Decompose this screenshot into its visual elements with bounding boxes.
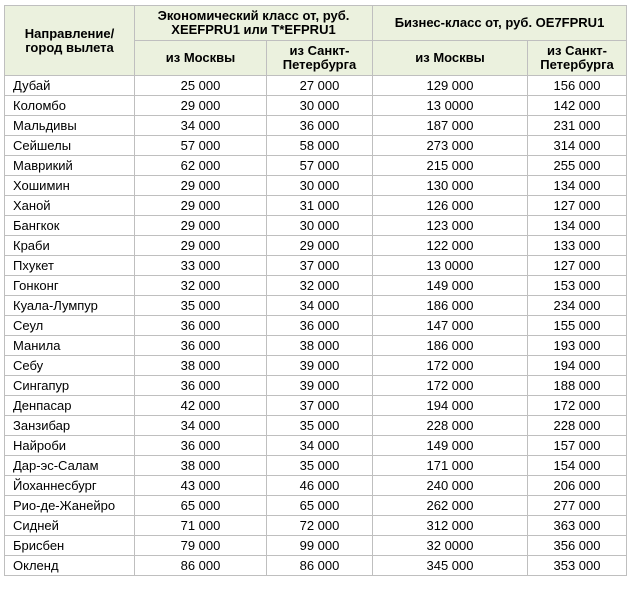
economy-moscow-cell: 29 000 xyxy=(135,216,267,236)
business-moscow-cell: 149 000 xyxy=(373,436,528,456)
economy-moscow-cell: 34 000 xyxy=(135,116,267,136)
table-row xyxy=(5,436,627,456)
table-row xyxy=(5,156,627,176)
table-row xyxy=(5,216,627,236)
table-row xyxy=(5,176,627,196)
economy-moscow-cell: 35 000 xyxy=(135,296,267,316)
economy-spb-cell: 36 000 xyxy=(267,316,373,336)
business-moscow-cell: 171 000 xyxy=(373,456,528,476)
business-moscow-cell: 273 000 xyxy=(373,136,528,156)
business-moscow-cell: 149 000 xyxy=(373,276,528,296)
header-business-moscow: из Москвы xyxy=(373,41,528,76)
business-spb-cell: 154 000 xyxy=(528,456,627,476)
table-row xyxy=(5,276,627,296)
business-spb-cell: 314 000 xyxy=(528,136,627,156)
economy-moscow-cell: 38 000 xyxy=(135,356,267,376)
city-cell: Маврикий xyxy=(5,156,135,176)
city-cell: Окленд xyxy=(5,556,135,576)
business-spb-cell: 142 000 xyxy=(528,96,627,116)
economy-moscow-cell: 36 000 xyxy=(135,336,267,356)
economy-spb-cell: 30 000 xyxy=(267,176,373,196)
economy-moscow-cell: 36 000 xyxy=(135,376,267,396)
business-spb-cell: 277 000 xyxy=(528,496,627,516)
table-row xyxy=(5,296,627,316)
economy-moscow-cell: 79 000 xyxy=(135,536,267,556)
business-spb-cell: 363 000 xyxy=(528,516,627,536)
business-moscow-cell: 122 000 xyxy=(373,236,528,256)
business-moscow-cell: 123 000 xyxy=(373,216,528,236)
economy-spb-cell: 30 000 xyxy=(267,216,373,236)
economy-moscow-cell: 29 000 xyxy=(135,196,267,216)
business-spb-cell: 133 000 xyxy=(528,236,627,256)
table-row xyxy=(5,456,627,476)
economy-moscow-cell: 62 000 xyxy=(135,156,267,176)
business-spb-cell: 156 000 xyxy=(528,76,627,96)
table-row xyxy=(5,516,627,536)
fares-table xyxy=(4,5,627,576)
economy-moscow-cell: 38 000 xyxy=(135,456,267,476)
economy-moscow-cell: 29 000 xyxy=(135,96,267,116)
business-spb-cell: 356 000 xyxy=(528,536,627,556)
table-row xyxy=(5,396,627,416)
economy-spb-cell: 34 000 xyxy=(267,296,373,316)
economy-spb-cell: 39 000 xyxy=(267,376,373,396)
economy-spb-cell: 37 000 xyxy=(267,396,373,416)
table-header xyxy=(5,6,627,76)
header-business-spb: из Санкт-Петербурга xyxy=(528,41,627,76)
business-moscow-cell: 194 000 xyxy=(373,396,528,416)
table-row xyxy=(5,136,627,156)
business-spb-cell: 127 000 xyxy=(528,196,627,216)
city-cell: Коломбо xyxy=(5,96,135,116)
table-row xyxy=(5,476,627,496)
business-moscow-cell: 13 0000 xyxy=(373,96,528,116)
city-cell: Дар-эс-Салам xyxy=(5,456,135,476)
economy-spb-cell: 35 000 xyxy=(267,456,373,476)
business-moscow-cell: 186 000 xyxy=(373,336,528,356)
business-spb-cell: 127 000 xyxy=(528,256,627,276)
header-row-top xyxy=(5,6,627,41)
economy-spb-cell: 99 000 xyxy=(267,536,373,556)
table-row xyxy=(5,256,627,276)
business-moscow-cell: 240 000 xyxy=(373,476,528,496)
city-cell: Брисбен xyxy=(5,536,135,556)
economy-moscow-cell: 32 000 xyxy=(135,276,267,296)
table-row xyxy=(5,196,627,216)
business-spb-cell: 234 000 xyxy=(528,296,627,316)
economy-spb-cell: 36 000 xyxy=(267,116,373,136)
business-moscow-cell: 187 000 xyxy=(373,116,528,136)
city-cell: Хошимин xyxy=(5,176,135,196)
business-spb-cell: 188 000 xyxy=(528,376,627,396)
city-cell: Рио-де-Жанейро xyxy=(5,496,135,516)
table-row xyxy=(5,116,627,136)
economy-spb-cell: 39 000 xyxy=(267,356,373,376)
city-cell: Манила xyxy=(5,336,135,356)
economy-moscow-cell: 29 000 xyxy=(135,176,267,196)
business-spb-cell: 153 000 xyxy=(528,276,627,296)
business-spb-cell: 206 000 xyxy=(528,476,627,496)
header-economy: Экономический класс от, руб. XEEFPRU1 или T*EFPRU1 xyxy=(135,6,373,41)
business-moscow-cell: 312 000 xyxy=(373,516,528,536)
business-spb-cell: 353 000 xyxy=(528,556,627,576)
economy-spb-cell: 30 000 xyxy=(267,96,373,116)
economy-spb-cell: 46 000 xyxy=(267,476,373,496)
business-spb-cell: 228 000 xyxy=(528,416,627,436)
economy-spb-cell: 38 000 xyxy=(267,336,373,356)
city-cell: Сидней xyxy=(5,516,135,536)
city-cell: Сейшелы xyxy=(5,136,135,156)
economy-spb-cell: 35 000 xyxy=(267,416,373,436)
business-spb-cell: 155 000 xyxy=(528,316,627,336)
business-moscow-cell: 129 000 xyxy=(373,76,528,96)
table-row xyxy=(5,356,627,376)
economy-moscow-cell: 25 000 xyxy=(135,76,267,96)
city-cell: Денпасар xyxy=(5,396,135,416)
city-cell: Себу xyxy=(5,356,135,376)
city-cell: Ханой xyxy=(5,196,135,216)
city-cell: Пхукет xyxy=(5,256,135,276)
business-moscow-cell: 32 0000 xyxy=(373,536,528,556)
business-moscow-cell: 126 000 xyxy=(373,196,528,216)
economy-moscow-cell: 29 000 xyxy=(135,236,267,256)
business-moscow-cell: 186 000 xyxy=(373,296,528,316)
economy-moscow-cell: 86 000 xyxy=(135,556,267,576)
table-row xyxy=(5,416,627,436)
economy-spb-cell: 32 000 xyxy=(267,276,373,296)
city-cell: Гонконг xyxy=(5,276,135,296)
business-moscow-cell: 172 000 xyxy=(373,356,528,376)
economy-spb-cell: 37 000 xyxy=(267,256,373,276)
business-moscow-cell: 228 000 xyxy=(373,416,528,436)
table-row xyxy=(5,236,627,256)
city-cell: Краби xyxy=(5,236,135,256)
header-economy-moscow: из Москвы xyxy=(135,41,267,76)
economy-spb-cell: 65 000 xyxy=(267,496,373,516)
header-direction: Направление/ город вылета xyxy=(5,6,135,76)
economy-spb-cell: 72 000 xyxy=(267,516,373,536)
economy-moscow-cell: 34 000 xyxy=(135,416,267,436)
economy-spb-cell: 57 000 xyxy=(267,156,373,176)
city-cell: Куала-Лумпур xyxy=(5,296,135,316)
city-cell: Найроби xyxy=(5,436,135,456)
economy-moscow-cell: 42 000 xyxy=(135,396,267,416)
table-row xyxy=(5,76,627,96)
header-economy-spb: из Санкт-Петербурга xyxy=(267,41,373,76)
business-spb-cell: 194 000 xyxy=(528,356,627,376)
city-cell: Бангкок xyxy=(5,216,135,236)
economy-spb-cell: 29 000 xyxy=(267,236,373,256)
business-moscow-cell: 130 000 xyxy=(373,176,528,196)
business-spb-cell: 134 000 xyxy=(528,176,627,196)
economy-moscow-cell: 65 000 xyxy=(135,496,267,516)
economy-moscow-cell: 71 000 xyxy=(135,516,267,536)
economy-moscow-cell: 43 000 xyxy=(135,476,267,496)
economy-spb-cell: 31 000 xyxy=(267,196,373,216)
business-moscow-cell: 13 0000 xyxy=(373,256,528,276)
business-spb-cell: 157 000 xyxy=(528,436,627,456)
economy-moscow-cell: 36 000 xyxy=(135,316,267,336)
city-cell: Дубай xyxy=(5,76,135,96)
table-row xyxy=(5,536,627,556)
economy-spb-cell: 86 000 xyxy=(267,556,373,576)
business-spb-cell: 193 000 xyxy=(528,336,627,356)
business-moscow-cell: 147 000 xyxy=(373,316,528,336)
economy-spb-cell: 34 000 xyxy=(267,436,373,456)
economy-moscow-cell: 33 000 xyxy=(135,256,267,276)
table-row xyxy=(5,316,627,336)
city-cell: Сингапур xyxy=(5,376,135,396)
city-cell: Йоханнесбург xyxy=(5,476,135,496)
economy-moscow-cell: 36 000 xyxy=(135,436,267,456)
business-moscow-cell: 215 000 xyxy=(373,156,528,176)
city-cell: Занзибар xyxy=(5,416,135,436)
business-moscow-cell: 172 000 xyxy=(373,376,528,396)
business-moscow-cell: 345 000 xyxy=(373,556,528,576)
table-row xyxy=(5,496,627,516)
business-spb-cell: 255 000 xyxy=(528,156,627,176)
table-row xyxy=(5,376,627,396)
business-spb-cell: 231 000 xyxy=(528,116,627,136)
table-row xyxy=(5,96,627,116)
table-body xyxy=(5,76,627,576)
table-row xyxy=(5,556,627,576)
business-spb-cell: 134 000 xyxy=(528,216,627,236)
economy-spb-cell: 58 000 xyxy=(267,136,373,156)
header-business: Бизнес-класс от, руб. OE7FPRU1 xyxy=(373,6,627,41)
city-cell: Сеул xyxy=(5,316,135,336)
table-row xyxy=(5,336,627,356)
business-spb-cell: 172 000 xyxy=(528,396,627,416)
economy-spb-cell: 27 000 xyxy=(267,76,373,96)
economy-moscow-cell: 57 000 xyxy=(135,136,267,156)
business-moscow-cell: 262 000 xyxy=(373,496,528,516)
city-cell: Мальдивы xyxy=(5,116,135,136)
